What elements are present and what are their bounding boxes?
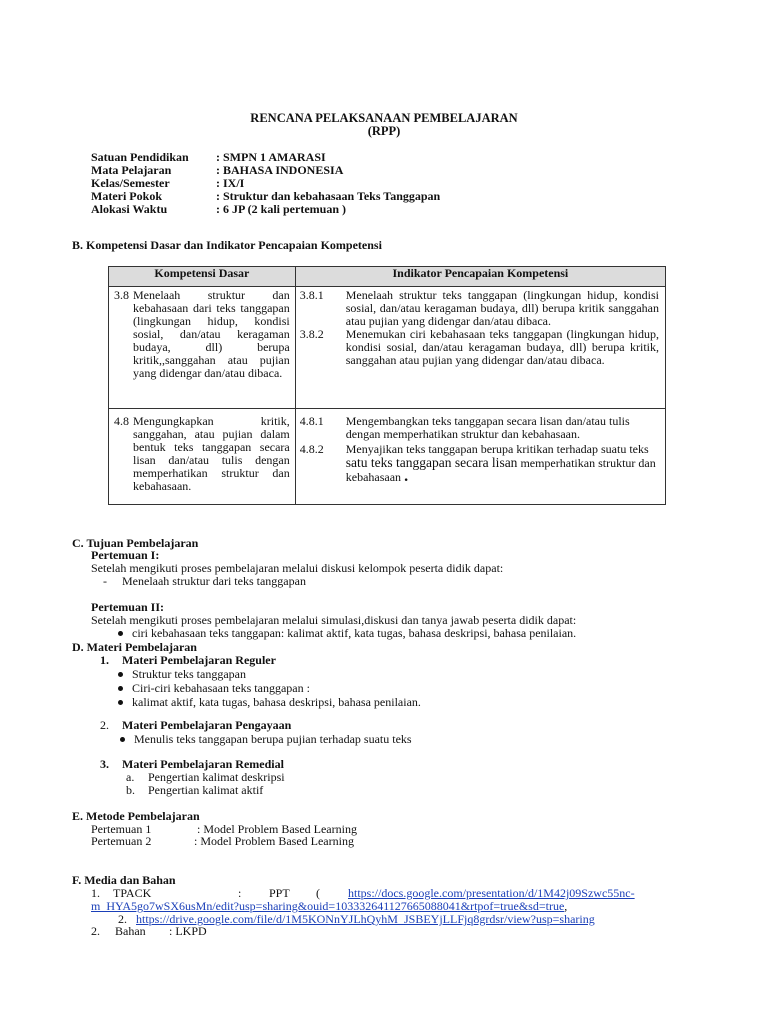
table-row xyxy=(109,287,666,409)
list-marker: a. xyxy=(126,770,135,784)
table-row xyxy=(109,409,666,505)
section-e-heading: E. Metode Pembelajaran xyxy=(72,809,200,823)
list-marker: b. xyxy=(126,783,135,797)
identity-value: : BAHASA INDONESIA xyxy=(216,163,344,177)
method-row xyxy=(91,835,354,848)
section-d-heading: D. Materi Pembelajaran xyxy=(72,640,197,654)
identity-value: : 6 JP (2 kali pertemuan ) xyxy=(216,202,346,216)
column-header-kd: Kompetensi Dasar xyxy=(109,267,296,287)
document-title: RENCANA PELAKSANAAN PEMBELAJARAN xyxy=(250,111,518,125)
indicator-text: Menelaah struktur teks tanggapan (lingkungan hidup, kondisi sosial, dan/atau keragaman budaya, dll) berupa kritik sanggahan atau pujian yang didengar dan/atau dibaca. xyxy=(345,288,659,328)
media-number: 2. xyxy=(118,912,127,926)
indicator-number: 3.8.1 xyxy=(299,288,324,302)
section-f-heading: F. Media dan Bahan xyxy=(72,873,176,887)
kd-cell xyxy=(109,409,296,505)
indicator-text-group xyxy=(346,443,665,484)
table-header-row xyxy=(109,267,666,287)
list-item xyxy=(118,696,421,709)
method-value: : Model Problem Based Learning xyxy=(197,822,357,836)
identity-row xyxy=(91,203,440,216)
indicator-text-large: satu teks tanggapan secara lisan xyxy=(345,455,518,470)
identity-value: : IX/I xyxy=(216,176,245,190)
indicator-item xyxy=(296,415,665,441)
bullet-icon xyxy=(118,631,123,636)
bullet-icon xyxy=(118,700,123,705)
identity-label: Kelas/Semester xyxy=(91,176,170,190)
meeting-2-intro: Setelah mengikuti proses pembelajaran melalui simulasi,diskusi dan tanya jawab peserta didik dapat: xyxy=(91,613,577,627)
kd-number: 4.8 xyxy=(114,414,129,428)
indicator-number: 3.8.2 xyxy=(299,327,324,341)
material-title-text: Materi Pembelajaran Pengayaan xyxy=(122,718,292,732)
media-paren: ( xyxy=(316,886,320,900)
presentation-link-line1[interactable]: https://docs.google.com/presentation/d/1M42j09Szwc55nc- xyxy=(348,886,635,900)
meeting-1-title: Pertemuan I: xyxy=(91,548,160,562)
document-subtitle: (RPP) xyxy=(367,124,401,138)
list-item xyxy=(118,668,246,681)
list-item-text: Menulis teks tanggapan berupa pujian terhadap suatu teks xyxy=(134,732,412,746)
identity-value: : SMPN 1 AMARASI xyxy=(216,150,326,164)
meeting-1-item: Menelaah struktur dari teks tanggapan xyxy=(122,574,306,588)
kd-number: 3.8 xyxy=(114,288,129,302)
meeting-2-title: Pertemuan II: xyxy=(91,600,164,614)
media-item-3 xyxy=(91,925,207,938)
list-item-text: Pengertian kalimat deskripsi xyxy=(148,770,285,784)
material-2-title xyxy=(100,719,291,732)
kd-text: Mengungkapkan kritik, sanggahan, atau pujian dalam bentuk teks tanggapan secara lisan dan/atau tulis dengan memperhatikan struktur dan kebahasaan. xyxy=(133,414,290,493)
method-value: : Model Problem Based Learning xyxy=(194,834,354,848)
list-item-text: Ciri-ciri kebahasaan teks tanggapan : xyxy=(132,681,310,695)
presentation-link-line2[interactable]: m_HYA5go7wSX6usMn/edit?usp=sharing&ouid=103332641127665088041&rtpof=true&sd=true xyxy=(91,899,565,913)
identity-label: Satuan Pendidikan xyxy=(91,150,189,164)
indicator-end-dot: . xyxy=(404,468,409,485)
indicator-number: 4.8.1 xyxy=(299,414,324,428)
method-label: Pertemuan 1 xyxy=(91,822,152,836)
indicator-text-end: memperhatikan struktur dan kebahasaan xyxy=(345,456,656,484)
media-label: TPACK xyxy=(113,886,152,900)
bullet-icon xyxy=(118,686,123,691)
list-item-text: Struktur teks tanggapan xyxy=(132,667,246,681)
identity-label: Mata Pelajaran xyxy=(91,163,172,177)
identity-block xyxy=(91,151,440,216)
indicator-text: Mengembangkan teks tanggapan secara lisan dan/atau tulis dengan memperhatikan struktur dan kebahasaan. xyxy=(345,414,630,441)
kd-cell xyxy=(109,287,296,409)
media-number: 1. xyxy=(91,886,100,900)
list-item-text: Pengertian kalimat aktif xyxy=(148,783,264,797)
list-item xyxy=(120,733,412,746)
media-number: 2. xyxy=(91,924,100,938)
media-value: : LKPD xyxy=(169,924,207,938)
list-item xyxy=(118,682,310,695)
kd-text: Menelaah struktur dan kebahasaan dari teks tanggapan (lingkungan hidup, kondisi sosial, dan/atau keragaman budaya, dll) berupa kritik,,sanggahan atau pujian yang didengar dan/atau dibaca. xyxy=(133,288,290,380)
indicator-cell xyxy=(295,287,665,409)
dash-marker: - xyxy=(103,574,107,588)
meeting-1-intro: Setelah mengikuti proses pembelajaran melalui diskusi kelompok peserta didik dapat: xyxy=(91,561,504,575)
list-item-text: kalimat aktif, kata tugas, bahasa deskripsi, bahasa penilaian. xyxy=(132,695,421,709)
indicator-item xyxy=(296,328,665,367)
identity-value: : Struktur dan kebahasaan Teks Tanggapan xyxy=(216,189,441,203)
meeting-2-item xyxy=(118,627,576,640)
bullet-icon xyxy=(120,737,125,742)
link-tail: , xyxy=(564,899,568,913)
indicator-item xyxy=(296,289,665,328)
method-label: Pertemuan 2 xyxy=(91,834,152,848)
indicator-item xyxy=(296,443,665,484)
media-label: Bahan xyxy=(115,924,146,938)
media-colon: : xyxy=(238,886,242,900)
section-c-heading: C. Tujuan Pembelajaran xyxy=(72,536,199,550)
list-item xyxy=(126,784,263,797)
indicator-number: 4.8.2 xyxy=(299,442,324,456)
material-1-title xyxy=(100,654,276,667)
material-number: 2. xyxy=(100,718,109,732)
indicator-text: Menyajikan teks tanggapan berupa kritikan terhadap suatu teks xyxy=(345,442,649,456)
meeting-2-item-text: ciri kebahasaan teks tanggapan: kalimat aktif, kata tugas, bahasa deskripsi, bahasa penilaian. xyxy=(132,626,577,640)
material-title-text: Materi Pembelajaran Remedial xyxy=(122,757,284,771)
material-number: 3. xyxy=(100,757,109,771)
material-title-text: Materi Pembelajaran Reguler xyxy=(122,653,276,667)
drive-link[interactable]: https://drive.google.com/file/d/1M5KONnYJLhQyhM_JSBEYjLLFjq8grdsr/view?usp=sharing xyxy=(136,912,595,926)
column-header-ipk: Indikator Pencapaian Kompetensi xyxy=(295,267,665,287)
media-type: PPT xyxy=(269,886,290,900)
section-b-heading: B. Kompetensi Dasar dan Indikator Pencapaian Kompetensi xyxy=(72,238,382,252)
material-number: 1. xyxy=(100,653,109,667)
indicator-cell xyxy=(295,409,665,505)
identity-label: Materi Pokok xyxy=(91,189,162,203)
identity-label: Alokasi Waktu xyxy=(91,202,168,216)
competency-table xyxy=(108,266,666,505)
bullet-icon xyxy=(118,672,123,677)
indicator-text: Menemukan ciri kebahasaan teks tanggapan (lingkungan hidup, kondisi sosial, dan/atau keragaman budaya, dll) berupa kritik, sanggahan atau pujian yang didengar dan/atau dibaca. xyxy=(345,327,659,367)
